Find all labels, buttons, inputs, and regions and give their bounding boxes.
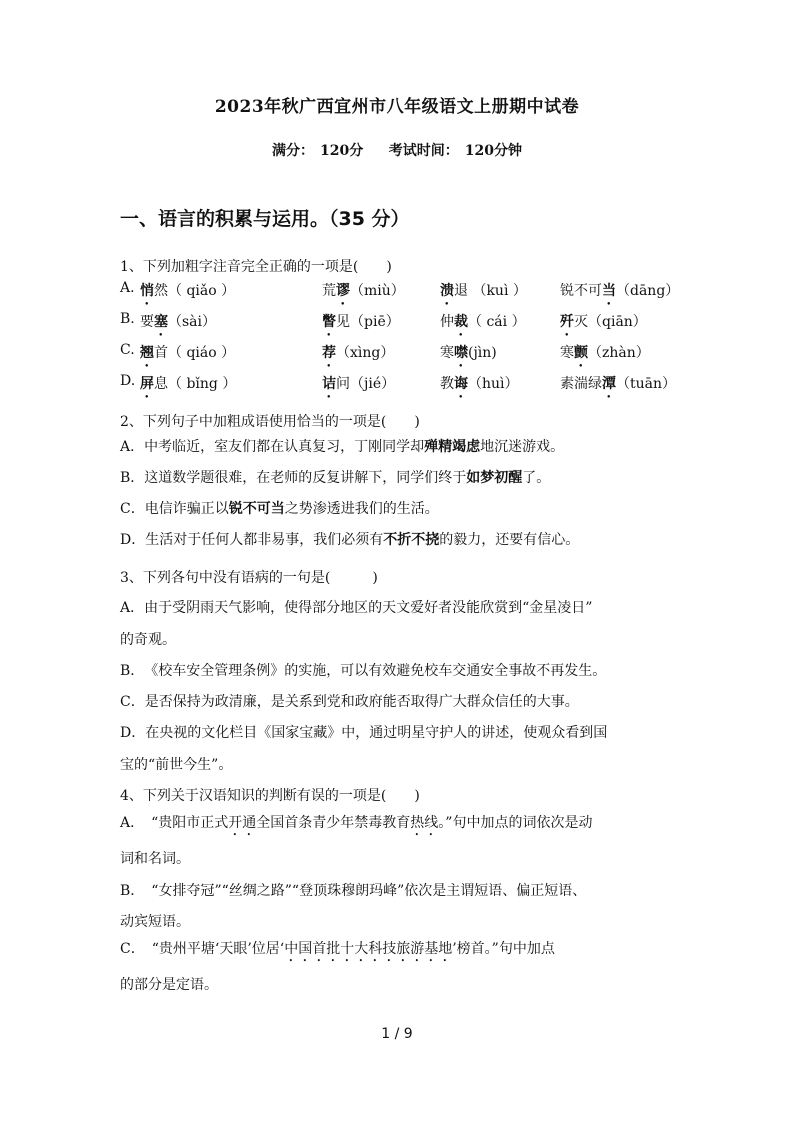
time-value: 120分钟 (464, 143, 522, 159)
pinyin-item: 教诲（huì） (440, 376, 519, 392)
dotted-phrase: 中国首批十大科技旅游基地 (284, 941, 453, 957)
pinyin-item: 荒谬（miù） (322, 283, 405, 299)
bold-character: 瞥 (322, 314, 336, 330)
question-4-stem: 4、下列关于汉语知识的判断有误的一项是( ) (120, 788, 420, 804)
question-2-option-d: D．生活对于任何人都非易事，我们必须有不折不挠的毅力，还要有信心。 (120, 532, 580, 548)
time-label: 考试时间： (388, 143, 459, 159)
option-letter: C. (120, 342, 135, 358)
bold-character: 谬 (336, 283, 350, 299)
pinyin-item: 悄然（ qiǎo ） (140, 283, 236, 299)
question-4-line: 的部分是定语。 (120, 977, 218, 993)
question-2-option-b: B．这道数学题很难，在老师的反复讲解下，同学们终于如梦初醒了。 (120, 470, 551, 486)
dotted-word: 开通 (228, 815, 257, 831)
pinyin-item: 寒颤（zhàn） (560, 345, 650, 361)
bold-character: 裁 (454, 314, 468, 330)
bold-character: 荐 (322, 345, 336, 361)
bold-character: 塞 (154, 314, 168, 330)
pinyin-item: 溃退 （kuì ） (440, 283, 527, 299)
bold-character: 噤 (454, 345, 468, 361)
pinyin-item: 仲裁（ cái ） (440, 314, 526, 330)
question-1-option-row (120, 311, 680, 331)
full-score-label: 满分： (272, 143, 315, 159)
bold-character: 潭 (602, 376, 616, 392)
bold-idiom: 锐不可当 (228, 501, 285, 517)
pinyin-item: 要塞（sài） (140, 314, 217, 330)
dotted-word: 热线 (410, 815, 439, 831)
page-number: 1 / 9 (381, 1026, 413, 1042)
exam-meta (0, 140, 794, 160)
question-3-line: D．在央视的文化栏目《国家宝藏》中，通过明星守护人的讲述，使观众看到国 (120, 725, 608, 741)
bold-character: 诲 (454, 376, 468, 392)
section-heading: 一、语言的积累与运用。（35 分） (120, 208, 410, 230)
bold-character: 当 (602, 283, 616, 299)
bold-character: 颤 (574, 345, 588, 361)
pinyin-item: 屏息（ bǐng ） (140, 376, 237, 392)
question-2-option-a: A．中考临近，室友们都在认真复习，丁刚同学却殚精竭虑地沉迷游戏。 (120, 439, 565, 455)
pinyin-item: 素湍绿潭（tuān） (560, 376, 677, 392)
question-1-option-row (120, 373, 680, 393)
bold-idiom: 如梦初醒 (466, 470, 523, 486)
question-2-option-c: C．电信诈骗正以锐不可当之势渗透进我们的生活。 (120, 501, 439, 517)
bold-character: 悄 (140, 283, 154, 299)
bold-idiom: 不折不挠 (383, 532, 440, 548)
pinyin-item: 锐不可当（dāng） (560, 283, 680, 299)
pinyin-item: 翘首（ qiáo ） (140, 345, 236, 361)
bold-character: 歼 (560, 314, 574, 330)
question-1-option-row (120, 280, 680, 300)
bold-character: 诘 (322, 376, 336, 392)
question-3-line: 的奇观。 (120, 632, 176, 648)
full-score-value: 120分 (320, 143, 364, 159)
question-3-stem: 3、下列各句中没有语病的一句是( ) (120, 570, 378, 586)
question-2-stem: 2、下列句子中加粗成语使用恰当的一项是( ) (120, 414, 420, 430)
option-letter: A. (120, 280, 135, 296)
exam-title: 2023年秋广西宜州市八年级语文上册期中试卷 (214, 97, 580, 117)
bold-character: 溃 (440, 283, 454, 299)
question-1-stem: 1、下列加粗字注音完全正确的一项是( ) (120, 259, 392, 275)
question-3-line: B． 《校车安全管理条例》的实施，可以有效避免校车交通安全事故不再发生。 (120, 663, 607, 679)
pinyin-item: 歼灭（qiān） (560, 314, 647, 330)
question-1-option-row (120, 342, 680, 362)
pinyin-item: 诘问（jié） (322, 376, 396, 392)
question-3-line: A．由于受阴雨天气影响，使得部分地区的天文爱好者没能欣赏到“金星凌日” (120, 600, 593, 616)
question-3-line: C．是否保持为政清廉，是关系到党和政府能否取得广大群众信任的大事。 (120, 694, 579, 710)
question-4-option-c: C． “贵州平塘‘天眼’位居‘中国首批十大科技旅游基地’榜首。”句中加点 (120, 941, 555, 957)
bold-character: 翘 (140, 345, 154, 361)
option-letter: B. (120, 311, 135, 327)
bold-idiom: 殚精竭虑 (424, 439, 481, 455)
question-4-option-a: A． “贵阳市正式开通全国首条青少年禁毒教育热线。”句中加点的词依次是动 (120, 815, 593, 831)
pinyin-item: 荐（xìng） (322, 345, 395, 361)
question-3-line: 宝的“前世今生”。 (120, 757, 233, 773)
pinyin-item: 瞥见（piē） (322, 314, 400, 330)
option-letter: D. (120, 373, 136, 389)
question-4-option-b: B． “女排夺冠”“丝绸之路”“登顶珠穆朗玛峰”依次是主谓短语、偏正短语、 (120, 883, 587, 899)
question-4-line: 词和名词。 (120, 851, 190, 867)
question-4-line: 动宾短语。 (120, 914, 190, 930)
pinyin-item: 寒噤(jìn) (440, 345, 497, 361)
bold-character: 屏 (140, 376, 154, 392)
